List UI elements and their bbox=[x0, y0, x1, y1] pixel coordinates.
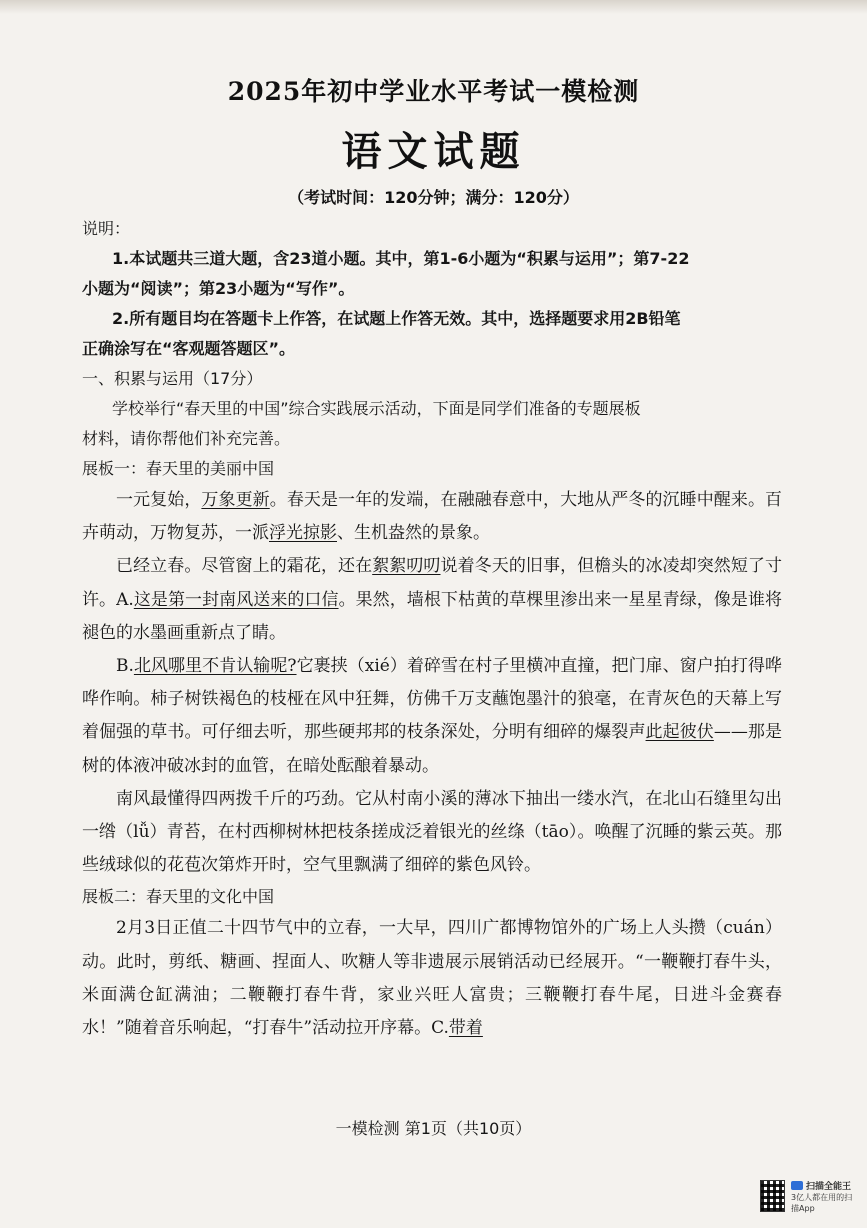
qr-code-icon bbox=[760, 1180, 785, 1212]
instruction-item-2-line-1: 2.所有题目均在答题卡上作答，在试题上作答无效。其中，选择题要求用2B铅笔 bbox=[112, 309, 681, 328]
scanner-logo-icon bbox=[791, 1181, 803, 1190]
instructions-label: 说明： bbox=[82, 219, 131, 238]
underlined-sentence-c: 带着 bbox=[448, 1018, 483, 1039]
section-1-heading: 一、积累与运用（17分） bbox=[82, 369, 263, 388]
text-run: ——那是树的体液冲破冰封的血管，在暗处酝酿着暴动。 bbox=[82, 722, 783, 776]
text-run: 。果然，墙根下枯黄的草棵里渗出来一星星青绿，像是谁将褪色的水墨画重新点了睛。 bbox=[82, 589, 783, 643]
page-footer: 一模检测 第1页（共10页） bbox=[335, 1119, 532, 1138]
text-run: 2月3日正值二十四节气中的立春，一大早，四川广都博物馆外的广场上人头攒（cuán）动。此时，剪纸、糖画、捏面人、吹糖人等非遗展示展销活动已经展开。“一鞭鞭打春牛头，米面满仓缸满油；二鞭鞭打春牛背，家业兴旺人富贵；三鞭鞭打春牛尾，日进斗金赛春水！”随着音乐响起，“打春牛”活动拉开序幕。C. bbox=[82, 918, 782, 1039]
underlined-sentence-a: 这是第一封南风送来的口信 bbox=[133, 589, 339, 610]
scanner-brand bbox=[791, 1179, 856, 1192]
text-run: 、生机盎然的景象。 bbox=[337, 523, 490, 544]
exam-time-score: （考试时间：120分钟；满分：120分） bbox=[288, 188, 579, 207]
underlined-phrase: 万象更新 bbox=[201, 490, 270, 510]
essay-paragraph-1 bbox=[82, 484, 782, 550]
section-1-intro-line-2: 材料，请你帮他们补充完善。 bbox=[82, 429, 291, 448]
underlined-phrase: 絮絮叨叨 bbox=[372, 556, 441, 577]
text-run: 一元复始， bbox=[116, 490, 202, 510]
board-2-title: 展板二：春天里的文化中国 bbox=[82, 887, 275, 907]
scanner-watermark bbox=[760, 1178, 856, 1214]
essay-paragraph-3 bbox=[82, 650, 782, 783]
essay-board-1 bbox=[82, 484, 782, 882]
text-run: 已经立春。尽管窗上的霜花，还在 bbox=[116, 556, 373, 577]
text-run: 。春天是一年的发端，在融融春意中，大地从严冬的沉睡中醒来。百卉萌动，万物复苏，一派 bbox=[82, 490, 783, 544]
section-1-intro-line-1: 学校举行“春天里的中国”综合实践展示活动，下面是同学们准备的专题展板 bbox=[112, 399, 641, 418]
scan-edge-shadow bbox=[0, 0, 867, 14]
instruction-item-2-line-2: 正确涂写在“客观题答题区”。 bbox=[82, 339, 296, 358]
scanner-tagline: 3亿人都在用的扫描App bbox=[791, 1192, 853, 1213]
scanner-logo bbox=[791, 1179, 856, 1214]
exam-header bbox=[0, 72, 867, 208]
underlined-sentence-b: 北风哪里不肯认输呢? bbox=[133, 656, 297, 677]
essay-paragraph-2 bbox=[82, 550, 782, 650]
underlined-phrase: 此起彼伏 bbox=[645, 722, 714, 743]
essay-paragraph-4: 南风最懂得四两拨千斤的巧劲。它从村南小溪的薄冰下抽出一缕水汽，在北山石缝里勾出一绺（lǚ）青苔，在村西柳树林把枝条搓成泛着银光的丝绦（tāo）。唤醒了沉睡的紫云英。那些绒球似的花苞次第炸开时，空气里飘满了细碎的紫色风铃。 bbox=[82, 788, 782, 876]
essay-board-2 bbox=[82, 912, 782, 1045]
essay-paragraph-5 bbox=[82, 912, 782, 1045]
underlined-phrase: 浮光掠影 bbox=[269, 523, 337, 544]
instruction-item-1-line-1: 1.本试题共三道大题，含23道小题。其中，第1-6小题为“积累与运用”；第7-22 bbox=[112, 249, 690, 268]
exam-body bbox=[82, 214, 783, 1045]
scanner-brand-text: 扫描全能王 bbox=[806, 1181, 852, 1192]
instruction-item-1-line-2: 小题为“阅读”；第23小题为“写作”。 bbox=[82, 279, 355, 298]
text-run: 它裹挟（xié）着碎雪在村子里横冲直撞，把门扉、窗户拍打得哗哗作响。柿子树铁褐色的枝桠在风中狂舞，仿佛千万支蘸饱墨汁的狼毫，在青灰色的天幕上写着倔强的草书。可仔细去听，那些硬邦邦的枝条深处，分明有细碎的爆裂声 bbox=[82, 656, 782, 743]
subject-title: 语文试题 bbox=[341, 128, 526, 175]
board-1-title: 展板一：春天里的美丽中国 bbox=[82, 459, 275, 478]
exam-main-title: 2025年初中学业水平考试一模检测 bbox=[227, 77, 640, 106]
text-run: 说着冬天的旧事，但檐头的冰凌却突然短了寸许。A. bbox=[82, 556, 783, 610]
text-run: B. bbox=[116, 656, 134, 677]
